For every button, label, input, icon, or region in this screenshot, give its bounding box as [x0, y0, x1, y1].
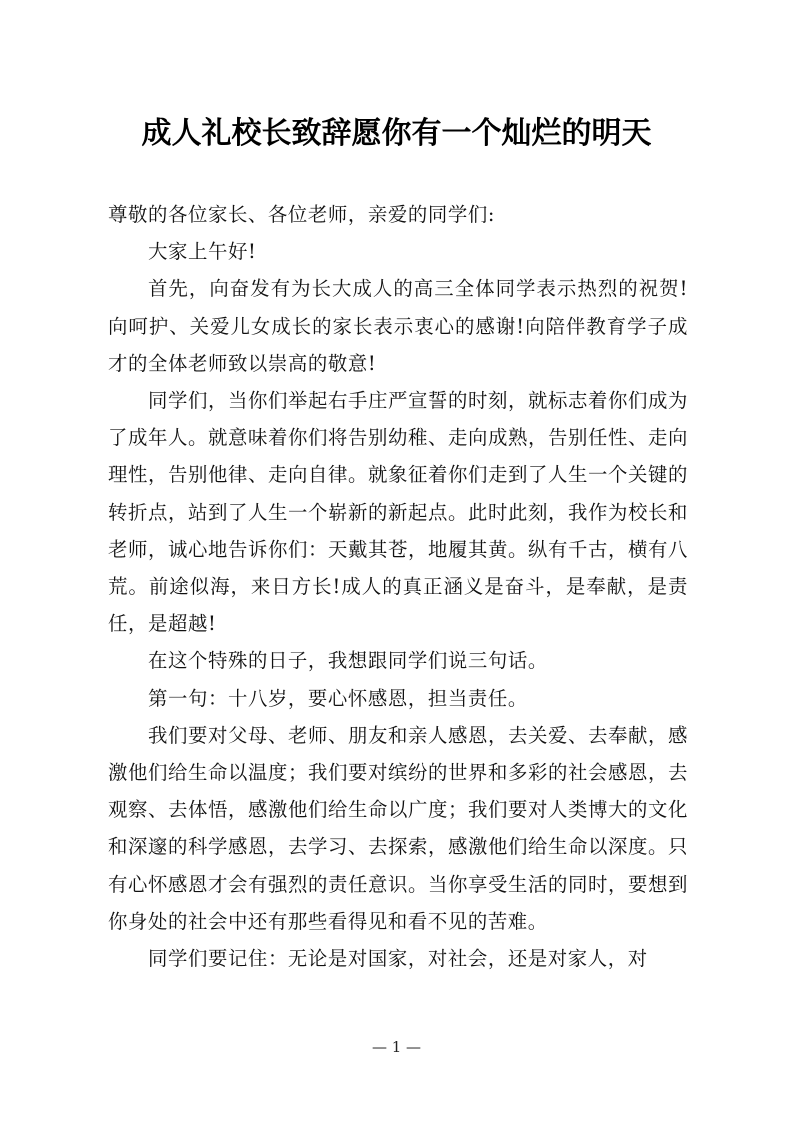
paragraph-remember: 同学们要记住：无论是对国家，对社会，还是对家人，对: [148, 947, 648, 971]
document-title: 成人礼校长致辞愿你有一个灿烂的明天: [141, 116, 652, 151]
paragraph-gratitude: 我们要对父母、老师、朋友和亲人感恩，去关爱、去奉献，感激他们给生命以温度；我们要对缤纷的世界和多彩的社会感恩，去观察、去体悟，感激他们给生命以广度；我们要对人类博大的文化和深邃的科学感恩，去学习、去探索，感激他们给生命以深度。只有心怀感恩才会有强烈的责任意识。当你享受生活的同时，要想到你身处的社会中还有那些看得见和看不见的苦难。: [108, 723, 688, 933]
document-body: [108, 196, 688, 977]
paragraph-first-message: 第一句：十八岁，要心怀感恩，担当责任。: [148, 686, 528, 710]
paragraph-congratulations: 首先，向奋发有为长大成人的高三全体同学表示热烈的祝贺!向呵护、关爱儿女成长的家长表示衷心的感谢!向陪伴教育学子成才的全体老师致以崇高的敬意!: [108, 277, 688, 375]
page-number: — 1 —: [371, 1038, 422, 1056]
paragraph-three-messages: 在这个特殊的日子，我想跟同学们说三句话。: [148, 649, 548, 673]
salutation: 尊敬的各位家长、各位老师，亲爱的同学们:: [108, 203, 495, 226]
paragraph-coming-of-age: 同学们，当你们举起右手庄严宣誓的时刻，就标志着你们成为了成年人。就意味着你们将告别幼稚、走向成熟，告别任性、走向理性，告别他律、走向自律。就象征着你们走到了人生一个关键的转折点，站到了人生一个崭新的新起点。此时此刻，我作为校长和老师，诚心地告诉你们：天戴其苍，地履其黄。纵有千古，横有八荒。前途似海，来日方长!成人的真正涵义是奋斗，是奉献，是责任，是超越!: [108, 389, 688, 636]
paragraph-greeting: 大家上午好!: [148, 240, 257, 264]
